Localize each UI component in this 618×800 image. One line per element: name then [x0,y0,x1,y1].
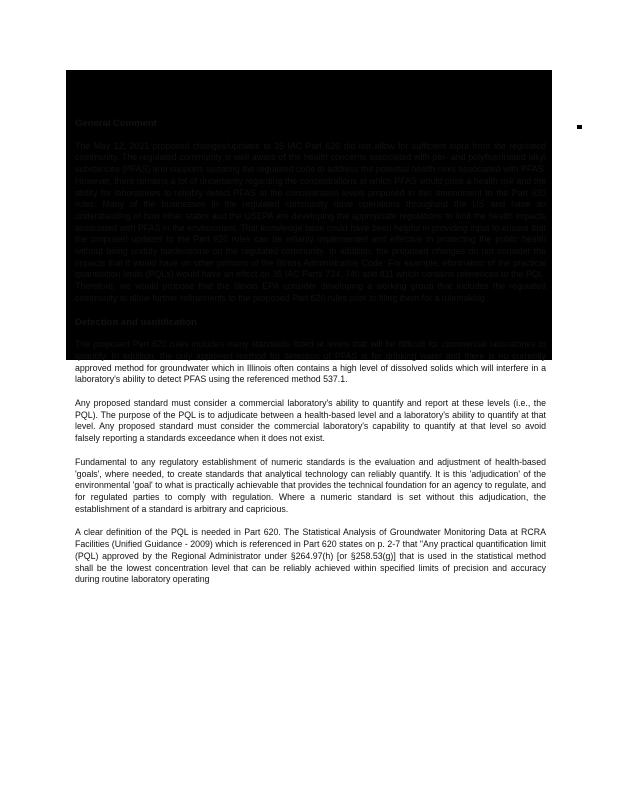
section-heading-detection: Detection and uantification [75,316,197,328]
paragraph-detection-1: The proposed Part 620 rules includes many standards listed at levels that will be difficult for commercial laboratories to quantify. In addition, the only approved method for detection of PFAS is for drinking water and there is no currently approved method for groundwater which in Illinois often contains a high level of dissolved solids which will interfere in a laboratory's ability to detect PFAS using the referenced method 537.1. [75,339,546,385]
document-body [75,118,546,598]
paragraph-detection-3: Fundamental to any regulatory establishment of numeric standards is the evaluation and adjustment of health-based 'goals', where needed, to create standards that analytical technology can reliably quantify. It is this 'adjudication' of the environmental 'goal' to what is practically achievable that provides the technical foundation for an agency to regulate, and for regulated parties to comply with regulation. Where a numeric standard is set without this adjudication, the establishment of a standard is arbitrary and capricious. [75,456,546,514]
page-title: NWRA IL Chapter 's Comments on 35 Ill. Adm. Code 620 Proposed Amendments [96,77,522,89]
margin-mark [577,125,582,129]
paragraph-detection-4: A clear definition of the PQL is needed in Part 620. The Statistical Analysis of Groundwater Monitoring Data at RCRA Facilities (Unified Guidance - 2009) which is referenced in Part 620 states on p. 2-7 that "Any practical quantification limit (PQL) approved by the Regional Administrator under §264.97(h) [or §258.53(g)] that is used in the statistical method shall be the lowest concentration level that can be reliably achieved within specified limits of precision and accuracy during routine laboratory operating [75,527,546,585]
paragraph-detection-2: Any proposed standard must consider a commercial laboratory's ability to quantify and report at these levels (i.e., the PQL). The purpose of the PQL is to adjudicate between a health-based level and a laboratory's ability to quantify at that level. Any proposed standard must consider the commercial laboratory's capability to quantify at that level so avoid falsely reporting a standards exceedance when it does not exist. [75,398,546,444]
section-heading-general-comment: General Comment [75,118,157,129]
paragraph-general-comment: The May 12, 2021 proposed changes/updates to 35 IAC Part 620 did not allow for sufficient input from the regulated community. The regulated community is well aware of the health concerns associated with per- and polyfluorinated alkyl substances (PFAS) and supports updating the regulated code to address the potential health risks associated with PFAS. However, there remains a lot of uncertainty regarding the concentrations at which PFAS would pose a health risk and the ability for laboratories to reliably detect PFAS at the concentration levels proposed in this amendment to the Part 620 rules. Many of the businesses in the regulated community have operations throughout the US and have an understanding of how other states and the USEPA are developing the appropriate regulations to limit the health impacts associated with PFAS in the environment. That knowledge base could have been helpful in providing input to ensure that the proposed updates to the Part 620 rules can be reliably implemented and effective in protecting the public health without being unduly burdensome on the regulated community. In addition, the proposed changes do not consider the impacts that it would have on other portions of the Illinois Administrative Code. For example, elimination of the practical quantitation limits (PQLs) would have an effect on 35 IAC Parts 724, 740 and 811 which contains references to the PQL. Therefore, we would propose that the Illinois EPA consider developing a working group that includes the regulated community to allow further refinements to the proposed Part 620 rules prior to filing them for a rulemaking. [75,140,546,303]
